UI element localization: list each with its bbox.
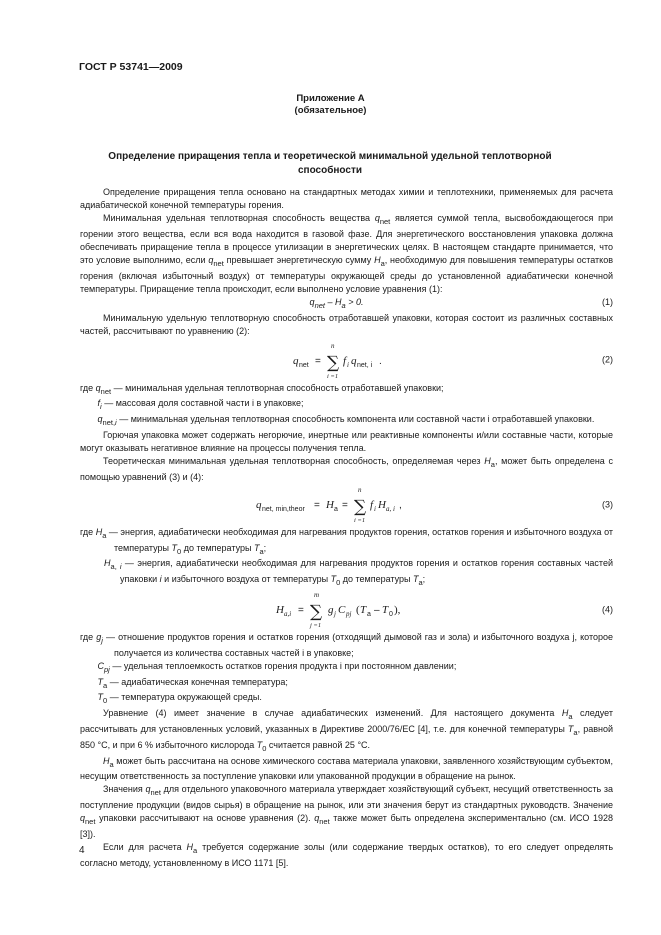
document-header: ГОСТ Р 53741—2009 (79, 61, 183, 73)
svg-text:a,i: a,i (283, 609, 291, 618)
paragraph: Если для расчета $H_a$ требуется содержание золы (или содержание твердых остатков), то его следует определять согласно методу, установленному в ИСО 1171 [5]. (80, 841, 614, 868)
svg-text:i: i (346, 360, 349, 369)
definition-Cpj: $C_{pj}$ — удельная теплоемкость остатков горения продукта i при постоянном давлении; (97, 660, 457, 674)
paragraph: Минимальная удельная теплотворная способность вещества $q_{net}$ является суммой тепла, высвобождающегося при горении этого вещества, если вся вода находится в газовой фазе. Для энергетического восстановления упаковка должна обеспечивать приращение тепла в процессе утилизации в энергетических целях. В настоящем стандарте принимается, что это условие выполнимо, если $q_{net}$ превышает энергетическую сумму $H_a$, необходимую для повышения температуры остатков горения (включая избыточный воздух) от температуры окружающей среды до установленной адиабатически конечной температуры. Приращение тепла происходит, если выполнено условие уравнения (1): (80, 213, 614, 294)
equation-3-formula (252, 484, 442, 526)
svg-text:(: ( (355, 603, 360, 616)
paragraph: Уравнение (4) имеет значение в случае адиабатических изменений. Для настоящего документа $H_a$ следует рассчитывать для установленных условий, указанных в Директиве 2000/76/ЕС [4], т.е. для конечной температуры $T_a$, равной 850 °С, и при 6 % избыточного кислорода $T_0$ считается равной 25 °С. (80, 708, 614, 753)
svg-text:i =1: i =1 (353, 516, 365, 524)
svg-text:T: T (381, 603, 388, 616)
svg-text:∑: ∑ (326, 352, 339, 373)
svg-text:j: j (333, 609, 336, 618)
svg-text:net: net (298, 361, 309, 369)
svg-text:pj: pj (345, 609, 351, 618)
svg-text:i: i (373, 504, 376, 513)
definition-Ha: где $H_a$ — энергия, адиабатически необходимая для нагревания продуктов горения, остатков горения и избыточного воздуха от температуры $T_0$ до температуры $T_a$; (80, 526, 614, 556)
definition-qneti: $q_{net,i}$ — минимальная удельная теплотворная способность компонента или составной части i отработавшей упаковки. (97, 414, 595, 427)
equation-1: $q_{net} - H_a > 0$. (1) (309, 296, 613, 310)
equation-number: (2) (602, 354, 613, 365)
paragraph: Определение приращения тепла основано на стандартных методах химии и теплотехники, применяемых для расчета адиабатической конечной температуры горения. (80, 187, 613, 210)
paragraph: $H_a$ может быть рассчитана на основе химического состава материала упаковки, заявленного хозяйствующим субъектом, несущим ответственность за поступление упаковки или упакованной продукции в обращение на рынок. (80, 755, 613, 782)
svg-text:.: . (378, 355, 382, 367)
svg-text:=: = (314, 355, 321, 367)
paragraph: Теоретическая минимальная удельная теплотворная способность, определяемая через $H_a$, может быть определена с помощью уравнений (3) и (4): (80, 455, 613, 482)
definition-qnet: где $q_{net}$ — минимальная удельная теплотворная способность отработавшей упаковки; (80, 382, 444, 396)
svg-text:a: a (333, 505, 338, 513)
svg-text:H: H (377, 498, 386, 511)
equation-2-formula (287, 338, 407, 382)
svg-text:j =1: j =1 (309, 621, 321, 629)
svg-text:n: n (330, 341, 334, 350)
svg-text:a, i: a, i (385, 504, 395, 513)
document-body (80, 186, 613, 870)
svg-text:=: = (313, 499, 320, 511)
svg-text:q: q (292, 354, 298, 367)
equation-3 (80, 484, 613, 526)
definition-fi: $f_i$ — массовая доля составной части i в упаковке; (97, 398, 304, 412)
svg-text:0: 0 (388, 610, 393, 618)
svg-text:a: a (366, 610, 371, 618)
svg-text:net, min,theor: net, min,theor (261, 505, 305, 513)
svg-text:net, i: net, i (356, 361, 372, 369)
svg-text:q: q (350, 354, 356, 367)
svg-text:=: = (341, 499, 348, 511)
svg-text:f: f (369, 498, 373, 511)
svg-text:=: = (297, 604, 304, 616)
svg-text:m: m (313, 590, 319, 599)
appendix-title: Приложение А (296, 93, 365, 104)
equation-4 (80, 589, 613, 631)
definition-Ta: $T_a$ — адиабатическая конечная температура; (97, 676, 288, 690)
svg-text:H: H (325, 498, 334, 511)
definition-Hai: $H_{a, i}$ — энергия, адиабатически необходимая для нагревания продуктов горения и остатков горения составных частей упаковки i и избыточного воздуха от температуры $T_0$ до температуры $T_a$; (104, 558, 613, 587)
svg-text:i =1: i =1 (326, 372, 338, 380)
svg-text:H: H (275, 603, 284, 616)
page-number: 4 (79, 845, 85, 856)
paragraph: Минимальную удельную теплотворную способность отработавшей упаковки, которая состоит из различных составных частей, рассчитывают по уравнению (2): (80, 312, 613, 336)
equation-4-formula (272, 589, 422, 631)
svg-text:),: ), (393, 603, 400, 616)
section-title: Определение приращения тепла и теоретической минимальной удельной теплотворной способности (108, 151, 552, 176)
equation-2 (80, 338, 613, 382)
svg-text:q: q (255, 498, 261, 511)
svg-text:T: T (359, 603, 366, 616)
definition-T0: $T_0$ — температура окружающей среды. (97, 692, 262, 706)
svg-text:∑: ∑ (353, 496, 366, 517)
equation-number: (1) (602, 296, 613, 307)
svg-text:n: n (357, 485, 361, 494)
svg-text:–: – (373, 604, 380, 616)
paragraph: Горючая упаковка может содержать негорючие, инертные или реактивные компоненты и/или составные части, которые могут оказывать негативное влияние на процессы получения тепла. (80, 429, 613, 453)
svg-text:C: C (337, 603, 345, 616)
equation-number: (3) (602, 499, 613, 510)
svg-text:,: , (398, 499, 402, 511)
appendix-status: (обязательное) (294, 105, 367, 116)
definition-gj: где $g_j$ — отношение продуктов горения и остатков горения (отходящий дымовой газ и зола) и избыточного воздуха j, которое получается из количества составных частей i в упаковке; (80, 631, 613, 658)
svg-text:f: f (342, 354, 346, 367)
equation-number: (4) (602, 604, 613, 615)
svg-text:g: g (327, 603, 333, 616)
paragraph: Значения $q_{net}$ для отдельного упаковочного материала утверждает хозяйствующий субъект, несущий ответственность за поступление продукции (видов сырья) в обращение на рынок, или эти значения берут из стандартных руководств. Значение $q_{net}$ упаковки рассчитывают на основе уравнения (2). $q_{net}$ также может быть определена экспериментально (см. ИСО 1928 [3]). (80, 784, 614, 839)
svg-text:∑: ∑ (309, 601, 322, 622)
